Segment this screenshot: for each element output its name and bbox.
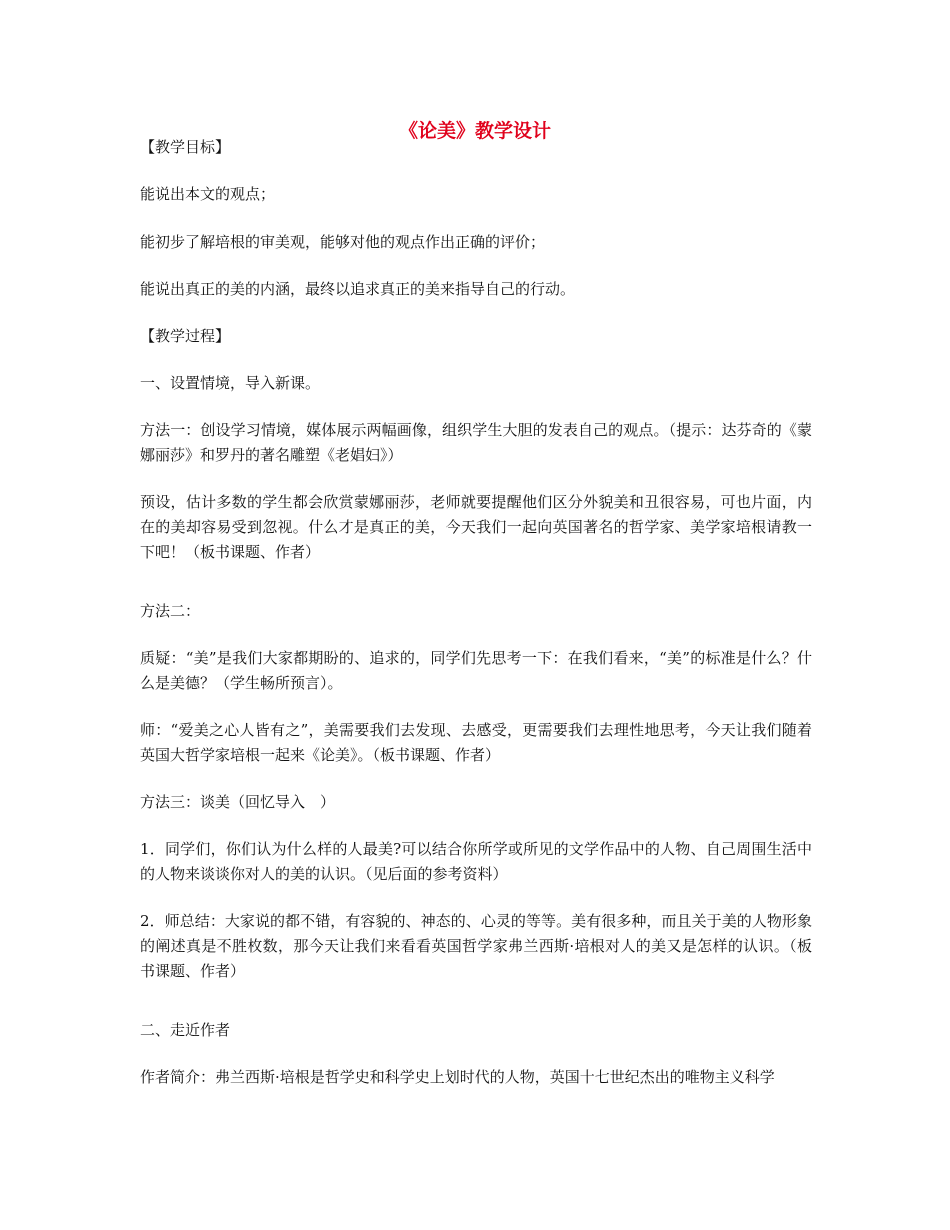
paragraph-item-1: 1．同学们，你们认为什么样的人最美?可以结合你所学或所见的文学作品中的人物、自己周围生活中的人物来谈谈你对人的美的认识。（见后面的参考资料） — [140, 840, 812, 883]
section-heading-goals: 【教学目标】 — [140, 138, 231, 156]
paragraph-method-3: 方法三：谈美（回忆导入 ） — [140, 793, 336, 811]
paragraph-step-2: 二、走近作者 — [140, 1021, 231, 1039]
paragraph-question: 质疑：“美”是我们大家都期盼的、追求的，同学们先思考一下：在我们看来，“美”的标准是什么？什么是美德？（学生畅所预言）。 — [140, 649, 812, 692]
section-heading-process: 【教学过程】 — [140, 327, 231, 345]
paragraph-step-1: 一、设置情境，导入新课。 — [140, 374, 321, 392]
paragraph-goal-2: 能初步了解培根的审美观，能够对他的观点作出正确的评价； — [140, 233, 546, 251]
paragraph-goal-1: 能说出本文的观点； — [140, 185, 276, 203]
paragraph-method-2: 方法二： — [140, 602, 201, 620]
paragraph-goal-3: 能说出真正的美的内涵，最终以追求真正的美来指导自己的行动。 — [140, 280, 576, 298]
paragraph-teacher: 师：“爱美之心人皆有之”，美需要我们去发现、去感受，更需要我们去理性地思考，今天让我们随着英国大哲学家培根一起来《论美》。（板书课题、作者） — [140, 721, 812, 764]
paragraph-presupposition: 预设，估计多数的学生都会欣赏蒙娜丽莎，老师就要提醒他们区分外貌美和丑很容易，可也片面，内在的美却容易受到忽视。什么才是真正的美，今天我们一起向英国著名的哲学家、美学家培根请教一下吧！（板书课题、作者） — [140, 493, 812, 561]
paragraph-item-2: 2．师总结：大家说的都不错，有容貌的、神态的、心灵的等等。美有很多种，而且关于美的人物形象的阐述真是不胜枚数，那今天让我们来看看英国哲学家弗兰西斯·培根对人的美又是怎样的认识。（板书课题、作者） — [140, 912, 812, 980]
paragraph-author-intro: 作者简介：弗兰西斯·培根是哲学史和科学史上划时代的人物，英国十七世纪杰出的唯物主义科学 — [140, 1068, 775, 1086]
document-title: 《论美》教学设计 — [398, 120, 551, 142]
paragraph-method-1: 方法一：创设学习情境，媒体展示两幅画像，组织学生大胆的发表自己的观点。（提示：达芬奇的《蒙娜丽莎》和罗丹的著名雕塑《老娼妇》） — [140, 421, 812, 464]
